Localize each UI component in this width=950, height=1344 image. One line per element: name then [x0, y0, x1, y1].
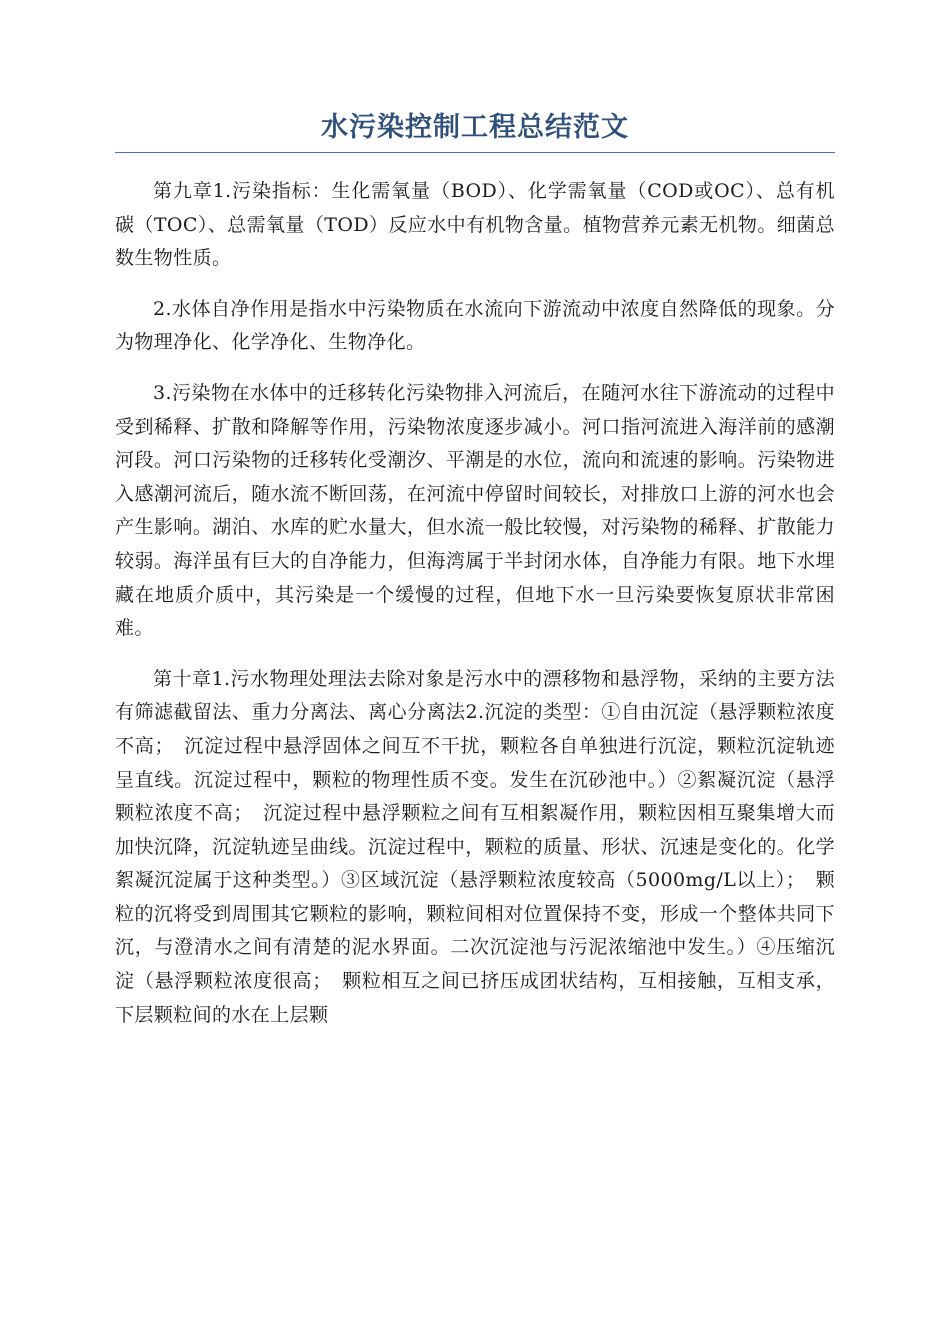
paragraph-self-purification: 2.水体自净作用是指水中污染物质在水流向下游流动中浓度自然降低的现象。分为物理净化、化学净化、生物净化。 — [115, 297, 835, 354]
document-page — [115, 108, 835, 1049]
document-body — [115, 175, 835, 1032]
paragraph-pollutant-migration: 3.污染物在水体中的迁移转化污染物排入河流后，在随河水往下游流动的过程中受到稀释、扩散和降解等作用，污染物浓度逐步减小。河口指河流进入海洋前的感潮河段。河口污染物的迁移转化受潮汐、平潮是的水位，流向和流速的影响。污染物进入感潮河流后，随水流不断回荡，在河流中停留时间较长，对排放口上游的河水也会产生影响。湖泊、水库的贮水量大，但水流一般比较慢，对污染物的稀释、扩散能力较弱。海洋虽有巨大的自净能力，但海湾属于半封闭水体，自净能力有限。地下水埋藏在地质介质中，其污染是一个缓慢的过程，但地下水一旦污染要恢复原状非常困难。 — [115, 381, 835, 640]
paragraph-chapter10-physical-treatment: 第十章1.污水物理处理法去除对象是污水中的漂移物和悬浮物，采纳的主要方法有筛滤截留法、重力分离法、离心分离法2.沉淀的类型：①自由沉淀（悬浮颗粒浓度不高； 沉淀过程中悬浮固体之间互不干扰，颗粒各自单独进行沉淀，颗粒沉淀轨迹呈直线。沉淀过程中，颗粒的物理性质不变。发生在沉砂池中。）②絮凝沉淀（悬浮颗粒浓度不高； 沉淀过程中悬浮颗粒之间有互相絮凝作用，颗粒因相互聚集增大而加快沉降，沉淀轨迹呈曲线。沉淀过程中，颗粒的质量、形状、沉速是变化的。化学絮凝沉淀属于这种类型。）③区域沉淀（悬浮颗粒浓度较高（5000mg/L以上）； 颗粒的沉将受到周围其它颗粒的影响，颗粒间相对位置保持不变，形成一个整体共同下沉，与澄清水之间有清楚的泥水界面。二次沉淀池与污泥浓缩池中发生。）④压缩沉淀（悬浮颗粒浓度很高； 颗粒相互之间已挤压成团状结构，互相接触，互相支承，下层颗粒间的水在上层颗 — [115, 667, 835, 1026]
paragraph-chapter9-indicators: 第九章1.污染指标：生化需氧量（BOD）、化学需氧量（COD或OC）、总有机碳（TOC）、总需氧量（TOD）反应水中有机物含量。植物营养元素无机物。细菌总数生物性质。 — [115, 180, 835, 270]
document-title: 水污染控制工程总结范文 — [115, 108, 835, 153]
